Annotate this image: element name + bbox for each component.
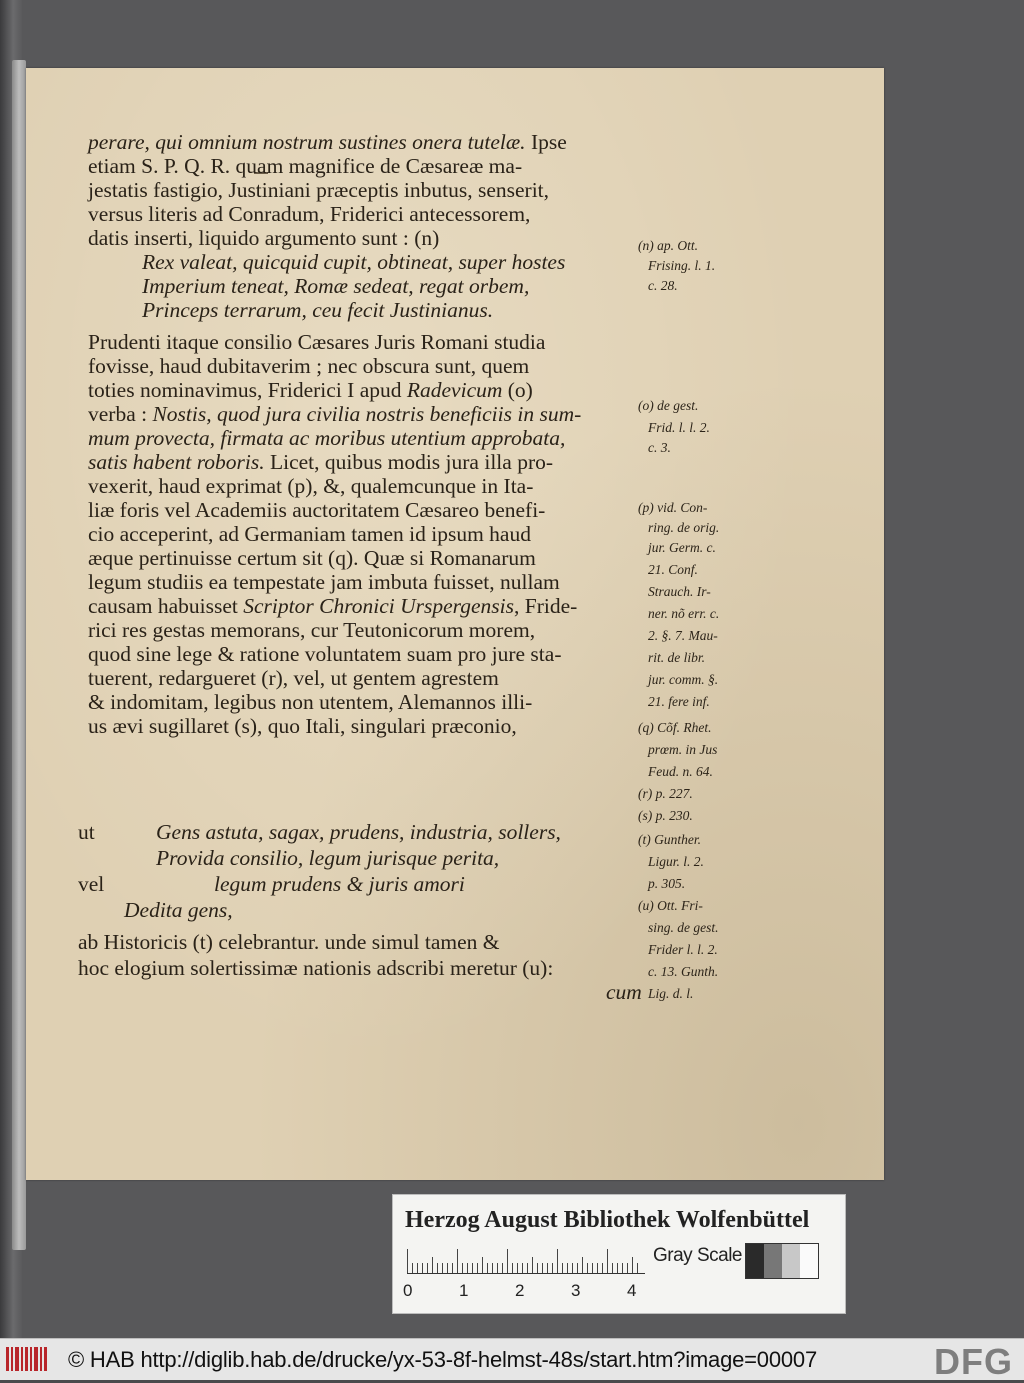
text-run: verba :	[88, 402, 153, 426]
footer-bar	[0, 1338, 1024, 1380]
text-run: quod sine lege & ratione voluntatem suam pro jure sta-	[88, 642, 562, 666]
margin-note: Feud. n. 64.	[648, 764, 713, 779]
scanned-page	[26, 68, 884, 1180]
verse-lead-word: vel	[78, 872, 105, 896]
margin-note: jur. comm. §.	[648, 672, 719, 687]
ruler-tick	[587, 1263, 588, 1273]
text-line	[88, 354, 529, 378]
catchword: cum	[606, 980, 642, 1004]
margin-note: 21. Conf.	[648, 562, 698, 577]
margin-note: p. 305.	[648, 876, 686, 891]
ruler-tick	[537, 1263, 538, 1273]
text-run: jestatis fastigio, Justiniani præceptis inbutus, senserit,	[88, 178, 550, 202]
margin-note: Strauch. Ir-	[648, 584, 711, 599]
text-line	[88, 570, 560, 594]
text-line	[88, 690, 532, 714]
ruler-tick	[407, 1249, 408, 1273]
scale-number: 1	[459, 1281, 469, 1300]
ruler-tick	[572, 1263, 573, 1273]
text-line	[88, 618, 535, 642]
text-run: Scriptor Chronici Urspergensis	[243, 594, 514, 618]
ruler-tick	[492, 1263, 493, 1273]
verse-line: Gens astuta, sagax, prudens, industria, sollers,	[156, 820, 561, 844]
ruler-tick	[412, 1263, 413, 1273]
margin-note: (u) Ott. Fri-	[638, 898, 703, 913]
text-line	[88, 594, 577, 618]
text-run: datis inserti, liquido argumento sunt : (n)	[88, 226, 440, 250]
ruler-tick	[607, 1249, 608, 1273]
ruler-tick	[482, 1257, 483, 1273]
scale-number: 3	[571, 1281, 581, 1300]
verse-line: legum prudens & juris amori	[214, 872, 465, 896]
text-run: satis habent roboris.	[88, 450, 265, 474]
ruler-tick	[457, 1249, 458, 1273]
ruler-tick	[437, 1263, 438, 1273]
text-line	[88, 474, 533, 498]
margin-note: ner. nõ err. c.	[648, 606, 720, 621]
margin-note: jur. Germ. c.	[648, 540, 716, 555]
margin-note: ring. de orig.	[648, 520, 720, 535]
text-run: Nostis, quod jura civilia nostris beneficiis in sum-	[152, 402, 582, 426]
ruler-tick	[462, 1263, 463, 1273]
ruler-tick	[567, 1263, 568, 1273]
text-line	[88, 642, 561, 666]
scale-number: 4	[627, 1281, 637, 1300]
ruler-tick	[612, 1263, 613, 1273]
text-run: versus literis ad Conradum, Friderici antecessorem,	[88, 202, 531, 226]
margin-note: Frider l. l. 2.	[648, 942, 718, 957]
text-line	[142, 298, 493, 322]
ruler-tick	[532, 1257, 533, 1273]
margin-note: (s) p. 230.	[638, 808, 693, 823]
margin-note: sing. de gest.	[648, 920, 719, 935]
text-run: mum provecta, firmata ac moribus utentium approbata,	[88, 426, 566, 450]
margin-note: Frising. l. 1.	[648, 258, 716, 273]
margin-note: (r) p. 227.	[638, 786, 693, 801]
text-line	[88, 202, 530, 226]
ruler-tick	[497, 1263, 498, 1273]
ruler-tick	[527, 1263, 528, 1273]
ruler-tick	[617, 1263, 618, 1273]
text-run: fovisse, haud dubitaverim ; nec obscura sunt, quem	[88, 354, 530, 378]
ruler-tick	[547, 1263, 548, 1273]
text-line	[88, 498, 545, 522]
ruler-tick	[422, 1263, 423, 1273]
text-line: ab Historicis (t) celebrantur. unde simul tamen &	[78, 930, 500, 954]
ruler-tick	[597, 1263, 598, 1273]
text-run: tuerent, redargueret (r), vel, ut gentem agrestem	[88, 666, 499, 690]
margin-note: prœm. in Jus	[648, 742, 718, 757]
text-run: causam habuisset	[88, 594, 244, 618]
text-run: perare, qui omnium nostrum sustines onera tutelæ.	[88, 130, 526, 154]
hab-logo-icon	[6, 1347, 48, 1371]
ruler-tick	[602, 1263, 603, 1273]
text-run: & indomitam, legibus non utentem, Alemannos illi-	[88, 690, 533, 714]
text-run: us ævi sugillaret (s), quo Itali, singulari præconio,	[88, 714, 517, 738]
text-line	[88, 546, 536, 570]
margin-note: Frid. l. l. 2.	[648, 420, 710, 435]
ruler-tick	[417, 1263, 418, 1273]
source-url-text[interactable]: © HAB http://diglib.hab.de/drucke/yx-53-8f-helmst-48s/start.htm?image=00007	[68, 1347, 817, 1372]
ruler-tick	[622, 1263, 623, 1273]
margin-note: rit. de libr.	[648, 650, 706, 665]
ruler-tick	[452, 1263, 453, 1273]
text-run: Princeps terrarum, ceu fecit Justinianus.	[142, 298, 494, 322]
ruler-tick	[467, 1263, 468, 1273]
gray-scale-bar	[745, 1243, 819, 1279]
ruler-tick	[637, 1263, 638, 1273]
verse-line: Dedita gens,	[124, 898, 233, 922]
ruler-tick	[522, 1263, 523, 1273]
text-run: Radevicum	[406, 378, 503, 402]
margin-note: c. 28.	[648, 278, 678, 293]
previous-page-edge	[12, 60, 26, 1250]
text-line	[88, 178, 549, 202]
margin-note: Ligur. l. 2.	[648, 854, 704, 869]
library-name: Herzog August Bibliothek Wolfenbüttel	[405, 1207, 810, 1233]
margin-note: c. 13. Gunth.	[648, 964, 719, 979]
margin-note: (t) Gunther.	[638, 832, 701, 847]
text-line	[88, 666, 499, 690]
margin-note: 2. §. 7. Mau-	[648, 628, 718, 643]
ruler-tick	[512, 1263, 513, 1273]
ruler-tick	[507, 1249, 508, 1273]
text-line	[88, 130, 567, 154]
ruler-tick	[562, 1263, 563, 1273]
ruler-tick	[552, 1263, 553, 1273]
scale-number: 0	[403, 1281, 413, 1300]
scale-number: 2	[515, 1281, 525, 1300]
text-run: toties nominavimus, Friderici I apud	[88, 378, 407, 402]
text-run: Imperium teneat, Romæ sedeat, regat orbem,	[142, 274, 530, 298]
text-run: Licet, quibus modis jura illa pro-	[264, 450, 554, 474]
ruler-tick	[472, 1263, 473, 1273]
ruler-tick	[627, 1263, 628, 1273]
text-run: Prudenti itaque consilio Cæsares Juris Romani studia	[88, 330, 546, 354]
library-label-card	[392, 1194, 846, 1314]
text-run: cio acceperint, ad Germaniam tamen id ipsum haud	[88, 522, 531, 546]
text-line: hoc elogium solertissimæ nationis adscribi meretur (u):	[78, 956, 554, 980]
margin-note: c. 3.	[648, 440, 671, 455]
verse-line: Provida consilio, legum jurisque perita,	[156, 846, 500, 870]
verse-lead-word: ut	[78, 820, 95, 844]
text-run: (o)	[502, 378, 533, 402]
margin-note: (q) Cõf. Rhet.	[638, 720, 712, 735]
margin-note: 21. fere inf.	[648, 694, 710, 709]
gray-scale-label: Gray Scale	[653, 1245, 742, 1266]
text-line	[88, 378, 533, 402]
ruler-tick	[477, 1263, 478, 1273]
margin-note: Lig. d. l.	[648, 986, 694, 1001]
text-line	[88, 330, 545, 354]
ruler-tick	[582, 1257, 583, 1273]
text-run: liæ foris vel Academiis auctoritatem Cæsareo benefi-	[88, 498, 546, 522]
text-run: etiam S. P. Q. R. quam magnifice de Cæsareæ ma-	[88, 154, 523, 178]
ruler-tick	[487, 1263, 488, 1273]
text-line	[88, 402, 581, 426]
ruler-tick	[557, 1249, 558, 1273]
ruler-tick	[577, 1263, 578, 1273]
ruler-tick	[447, 1263, 448, 1273]
text-line	[142, 274, 529, 298]
ruler-tick	[427, 1263, 428, 1273]
text-line	[142, 250, 565, 274]
ruler-tick	[632, 1257, 633, 1273]
text-run: Ipse	[525, 130, 567, 154]
ruler-tick	[517, 1263, 518, 1273]
ruler-tick	[502, 1263, 503, 1273]
text-run: , Fride-	[514, 594, 578, 618]
text-line	[88, 226, 439, 250]
text-line	[88, 154, 522, 178]
ruler-tick	[442, 1263, 443, 1273]
text-line	[88, 714, 517, 738]
text-line	[88, 522, 531, 546]
ruler-tick	[542, 1263, 543, 1273]
text-run: Rex valeat, quicquid cupit, obtineat, super hostes	[142, 250, 566, 274]
margin-note: (o) de gest.	[638, 398, 699, 413]
ruler-tick	[432, 1257, 433, 1273]
text-run: æque pertinuisse certum sit (q). Quæ si Romanarum	[88, 546, 536, 570]
text-line	[88, 426, 565, 450]
dfg-logo: DFG	[934, 1341, 1013, 1382]
margin-note: (p) vid. Con-	[638, 500, 708, 515]
text-line	[88, 450, 553, 474]
margin-note: (n) ap. Ott.	[638, 238, 698, 253]
text-run: legum studiis ea tempestate jam imbuta fuisset, nullam	[88, 570, 560, 594]
text-run: rici res gestas memorans, cur Teutonicorum morem,	[88, 618, 536, 642]
text-run: vexerit, haud exprimat (p), &, qualemcunque in Ita-	[88, 474, 534, 498]
scale-ruler	[407, 1247, 645, 1274]
ruler-tick	[592, 1263, 593, 1273]
